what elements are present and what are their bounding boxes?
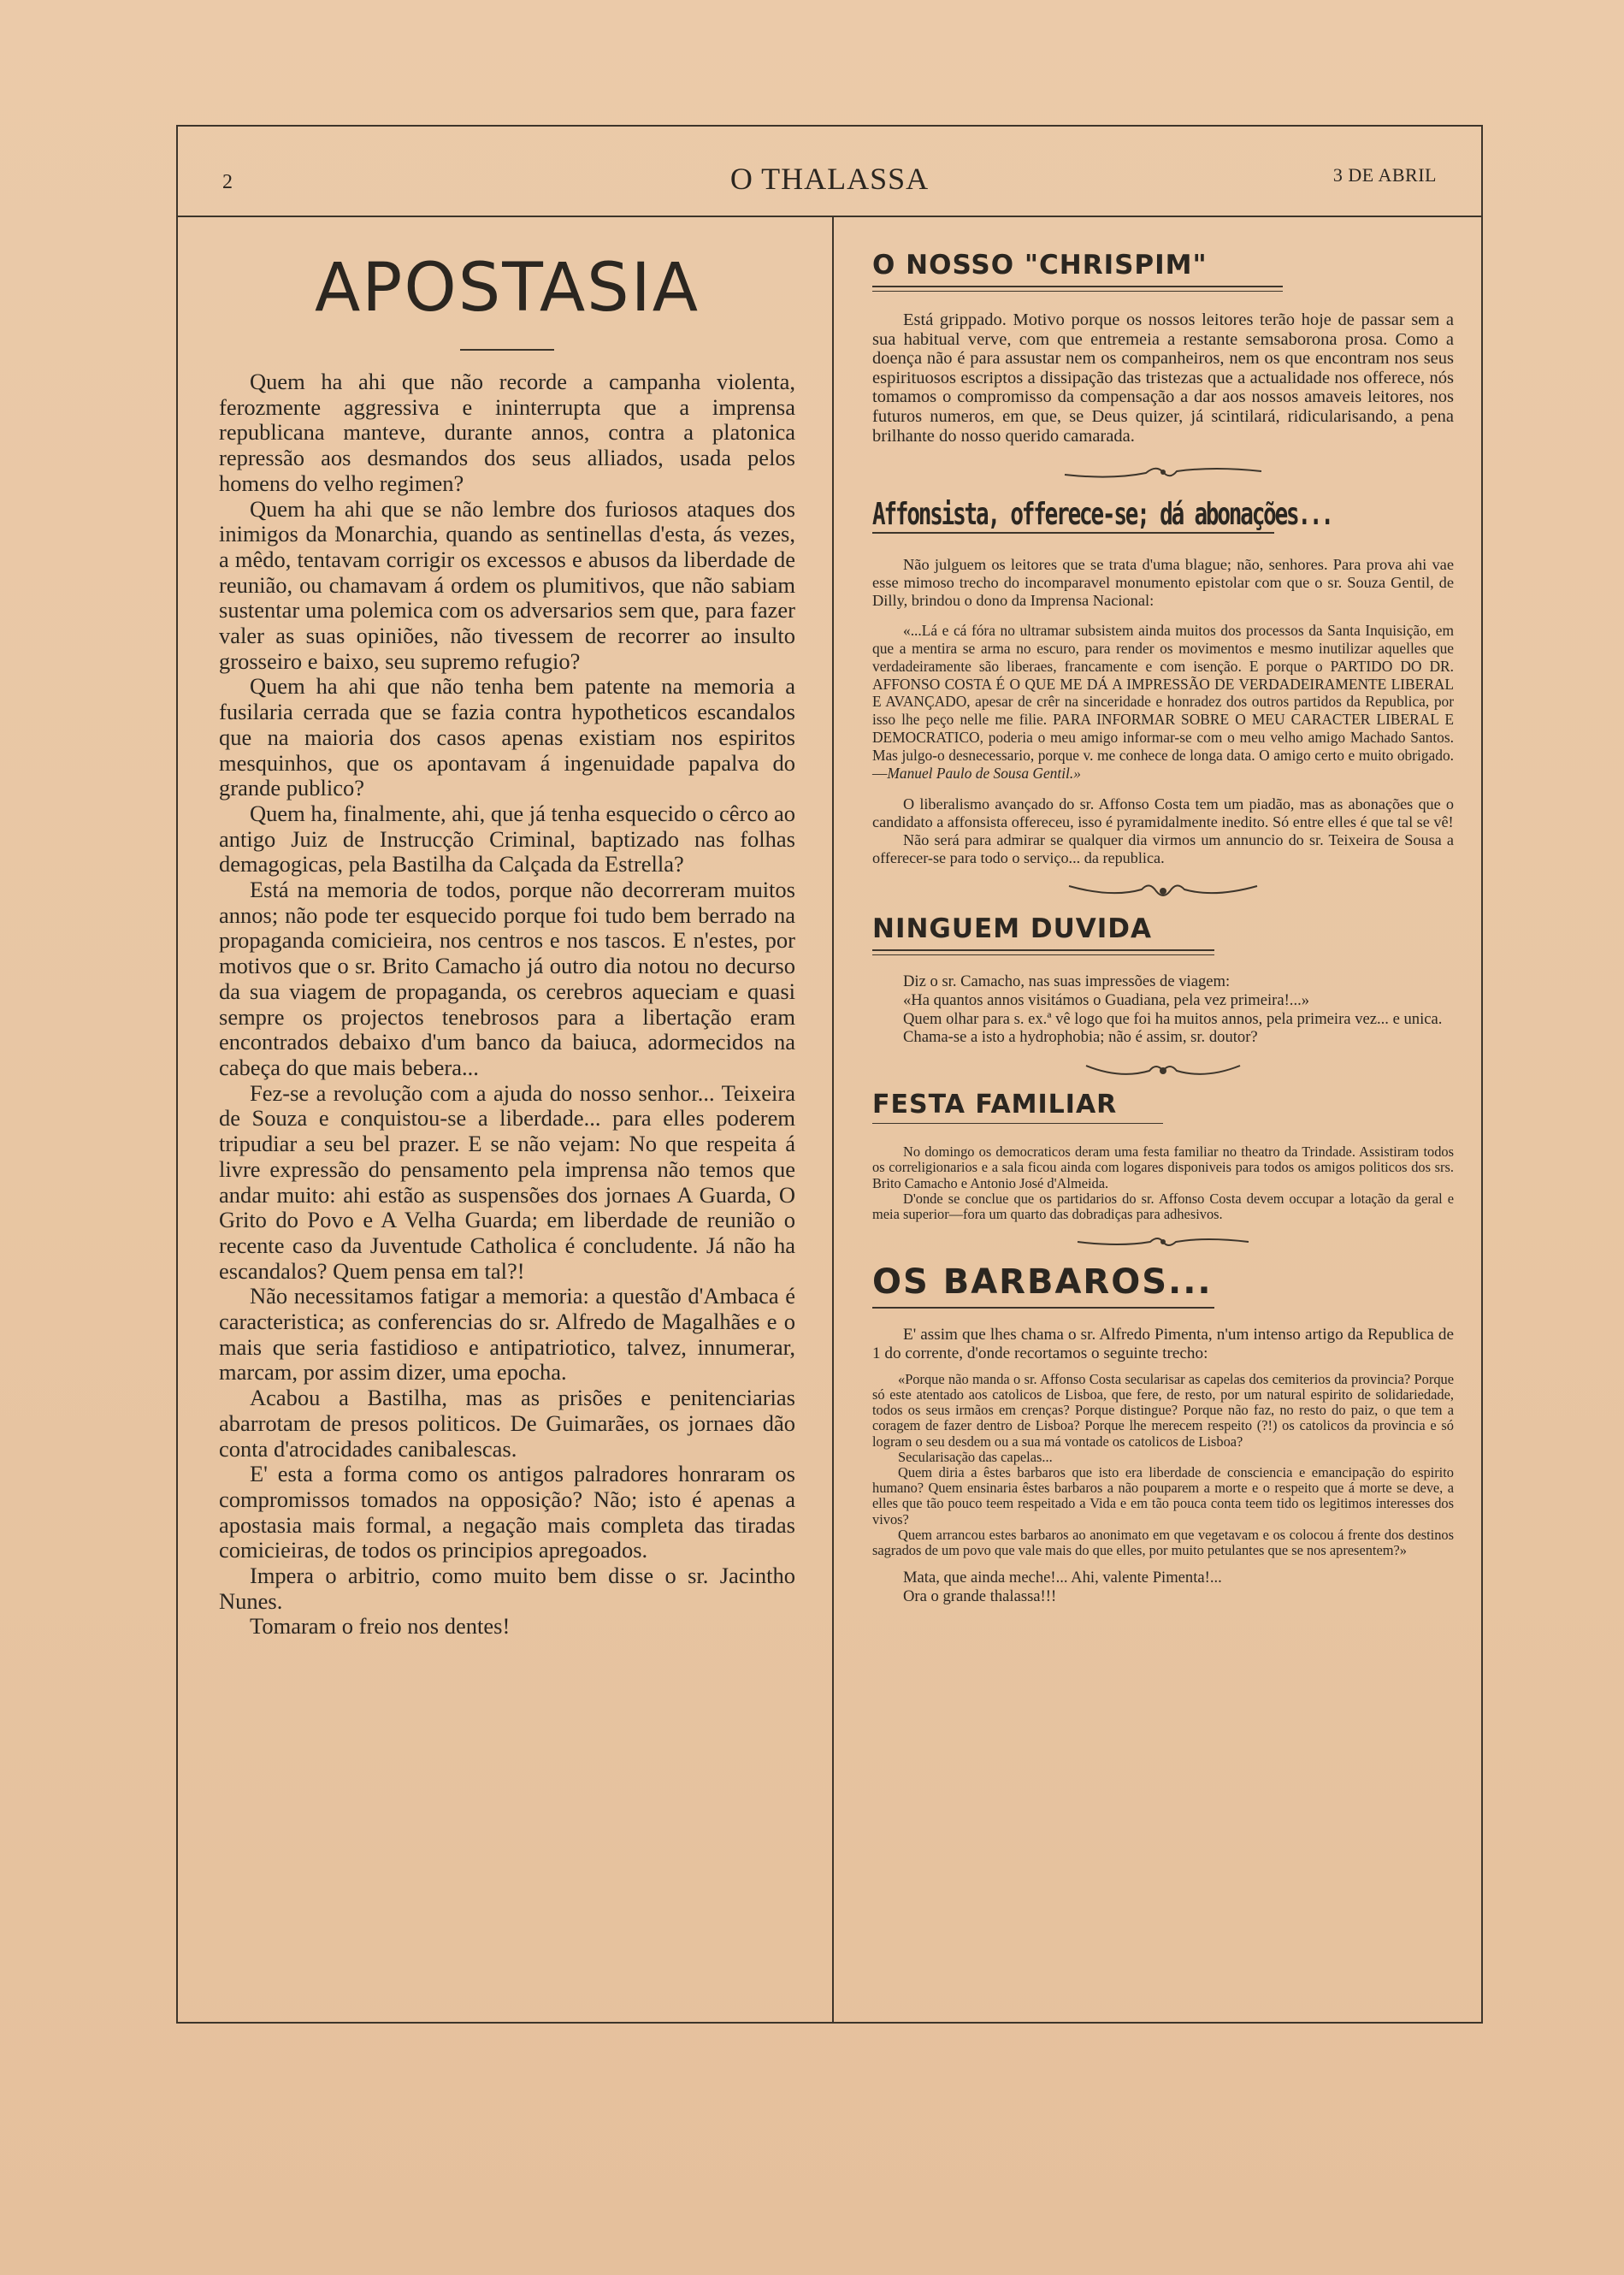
title-rule <box>460 349 554 351</box>
paragraph: Fez-se a revolução com a ajuda do nosso senhor... Teixeira de Souza e conquistou-se a liberdade... para elles poderem tripudiar a seu bel prazer. E se não vejam: No que respeita á livre expressão do pensamento pela imprensa não temos que andar muito: ahi estão as suspensões dos jornaes A Guarda, O Grito do Povo e A Velha Guarda; em liberdade de reunião o recente caso da Juventude Catholica é concludente. Já não ha escandalos? Quem pensa em tal?! <box>219 1079 795 1284</box>
section-title: NINGUEM DUVIDA <box>872 913 1153 945</box>
paragraph: Não julguem os leitores que se trata d'uma blague; não, senhores. Para prova ahi vae esse mimoso trecho do incomparavel monumento epistolar com que o sr. Souza Gentil, de Dilly, brindou o dono da Imprensa Nacional: <box>872 556 1454 610</box>
paragraph: Ora o grande thalassa!!! <box>903 1587 1057 1605</box>
article-festa-familiar <box>872 1090 1454 1223</box>
title-rule <box>872 954 1214 955</box>
quote-paragraph: Quem arrancou estes barbaros ao anonimato em que vegetavam e os colocou á frente dos destinos sagrados de um povo que vale mais do que elles, por muito petulantes que se nos apresentem?» <box>872 1526 1454 1558</box>
article-ninguem-duvida <box>872 913 1454 1046</box>
title-rule <box>872 291 1283 292</box>
article-body <box>219 369 795 1640</box>
page-header <box>178 127 1481 217</box>
paragraph: E' assim que lhes chama o sr. Alfredo Pimenta, n'um intenso artigo da Republica de 1 do corrente, d'onde recortamos o seguinte trecho: <box>872 1325 1454 1362</box>
title-rule <box>872 1123 1163 1124</box>
paragraph: Quem ha ahi que não recorde a campanha violenta, ferozmente aggressiva e ininterrupta que a imprensa republicana manteve, durante annos, contra a platonica repressão aos desmandos dos seus alliados, usada pelos homens do velho regimen? <box>219 369 795 496</box>
right-column <box>872 216 1454 1605</box>
paragraph: Impera o arbitrio, como muito bem disse o sr. Jacintho Nunes. <box>219 1563 795 1614</box>
ornament-divider <box>872 879 1454 905</box>
section-title: OS BARBAROS... <box>872 1262 1213 1302</box>
section-title: Affonsista, offerece-se; dá abonações... <box>872 497 1332 533</box>
ornament-divider <box>872 461 1454 487</box>
paragraph: No domingo os democraticos deram uma festa familiar no theatro da Trindade. Assistiram todos os correligionarios e a sala ficou ainda com logares disponiveis para todos os amigos politicos dos srs. Brito Camacho e Antonio José d'Almeida. <box>872 1143 1454 1191</box>
paragraph: Quem ha, finalmente, ahi, que já tenha esquecido o cêrco ao antigo Juiz de Instrucção Criminal, baptizado nas folhas demagogicas, pela Bastilha da Calçada da Estrella? <box>219 800 795 878</box>
quote-text: «...Lá e cá fóra no ultramar subsistem ainda muitos dos processos da Santa Inquisição, em que a mentira se arma no escuro, para render os movimentos e mesmo inutilizar aquelles que verdadeiramente são liberaes, francamente e com isenção. E porque o PARTIDO DO DR. AFFONSO COSTA É O QUE ME DÁ A IMPRESSÃO DE VERDADEIRAMENTE LIBERAL E AVANÇADO, apesar de crêr na sinceridade e honradez dos outros partidos da Republica, por isso lhe peço nelle me filie. PARA INFORMAR SOBRE O MEU CARACTER LIBERAL E DEMOCRATICO, poderia o meu amigo informar-se com o meu velho amigo Machado Santos. Mas julgo-o desnecessario, porque v. me conhece de longa data. O amigo certo e muito obrigado.— <box>872 622 1454 782</box>
issue-date: 3 DE ABRIL <box>1332 164 1437 186</box>
paragraph: Não necessitamos fatigar a memoria: a questão d'Ambaca é caracteristica; as conferencias do sr. Alfredo de Magalhães e o mais que seria fastidioso e antipatriotico, talvez, innumerar, marcam, por assim dizer, uma epocha. <box>219 1283 795 1386</box>
article-chrispim <box>872 250 1454 446</box>
paragraph: «Ha quantos annos visitámos o Guadiana, pela vez primeira!...» <box>903 990 1310 1009</box>
article-apostasia <box>219 216 795 1640</box>
paragraph: Quem olhar para s. ex.ª vê logo que foi ha muitos annos, pela primeira vez... e unica. <box>903 1009 1443 1028</box>
ornament-divider <box>872 1059 1454 1084</box>
paragraph: Está na memoria de todos, porque não decorreram muitos annos; não pode ter esquecido porque foi tudo bem berrado na propaganda comicieira, nos centros e nos tascos. E n'estes, por motivos que o sr. Brito Camacho já outro dia notou no decurso da sua viagem de propaganda, os cerebros aqueciam e quasi sempre os projectos tenebrosos para a libertação eram encontrados debaixo d'um banco da baiuca, adormecidos na cabeça do que mais bebera... <box>219 877 795 1080</box>
column-divider <box>832 216 834 2022</box>
paragraph: Acabou a Bastilha, mas as prisões e penitenciarias abarrotam de presos politicos. De Guimarães, os jornaes dão conta d'atrocidades canibalescas. <box>219 1385 795 1462</box>
paragraph: Quem ha ahi que não tenha bem patente na memoria a fusilaria cerrada que se fazia contra hypotheticos escandalos que na maioria dos casos apenas existiam nos espiritos mesquinhos, que os apontavam á ingenuidade papalva do grande publico? <box>219 673 795 801</box>
quote-paragraph: Quem diria a êstes barbaros que isto era liberdade de consciencia e emancipação do espirito humano? Quem ensinaria êstes barbaros a não pouparem a morte e o respeito que á morte se deve, a elles que tão pouco teem respeitado a Vida e em tão pouca conta teem tido os legitimos interesses dos vivos? <box>872 1463 1454 1528</box>
quote-paragraph: «Porque não manda o sr. Affonso Costa secularisar as capelas dos cemiterios da provincia? Porque só este atentado aos catolicos de Lisboa, que fere, de resto, por um natural espirito de solidariedade, todos os seus irmãos em crenças? Porque distingue? Porque não faz, no resto do paiz, o que tem a coragem de fazer dentro de Lisboa? Porque lhe merecem respeito (?!) os catolicos da provincia e só logram o seu desdem ou a sua má vontade os catolicos de Lisboa? <box>872 1370 1454 1450</box>
paragraph: Tomaram o freio nos dentes! <box>250 1613 511 1640</box>
paragraph: O liberalismo avançado do sr. Affonso Costa tem um piadão, mas as abonações que o candidato a affonsista offereceu, isso é pyramidalmente inedito. Só entre elles é que tal se vê! <box>872 795 1454 831</box>
paragraph: Não será para admirar se qualquer dia virmos um annuncio do sr. Teixeira de Sousa a offerecer-se para todo o serviço... da republica. <box>872 831 1454 867</box>
article-afonsista <box>872 497 1454 867</box>
paragraph: E' esta a forma como os antigos palradores honraram os compromissos tomados na opposição? Não; isto é apenas a apostasia mais formal, a negação mais completa das tiradas comicieiras, de todos os principios apregoados. <box>219 1461 795 1563</box>
title-rule <box>872 1307 1214 1309</box>
paragraph: Chama-se a isto a hydrophobia; não é assim, sr. doutor? <box>903 1028 1258 1047</box>
page-frame <box>176 125 1483 2024</box>
paragraph: Está grippado. Motivo porque os nossos leitores terão hoje de passar sem a sua habitual verve, com que entremeia a restante semsaborona prosa. Como a doença não é para assustar nem os companheiros, nem os que encontram nos seus espirituosos escriptos a dissipação das tristezas que a actualidade nos offerece, nós tomamos o compromisso da compensação a dar aos nossos amaveis leitores, nos futuros numeros, em que, se Deus quizer, já scintilará, ridicularisando, a pena brilhante do nosso querido camarada. <box>872 310 1454 446</box>
section-title: O NOSSO "CHRISPIM" <box>872 250 1208 281</box>
paragraph: Diz o sr. Camacho, nas suas impressões de viagem: <box>903 972 1231 991</box>
newspaper-title: O THALASSA <box>729 162 930 196</box>
quoted-letter <box>872 622 1454 782</box>
paragraph: D'onde se conclue que os partidarios do sr. Affonso Costa devem occupar a lotação da geral e meia superior—fora um quarto das dobradiças para adhesivos. <box>872 1190 1454 1223</box>
page-number: 2 <box>222 171 233 193</box>
quote-paragraph: Secularisação das capelas... <box>898 1448 1053 1465</box>
title-rule <box>872 286 1283 287</box>
title-rule <box>872 949 1214 951</box>
ornament-divider <box>872 1232 1454 1257</box>
title-rule <box>872 532 1274 534</box>
article-os-barbaros <box>872 1262 1454 1606</box>
section-title: FESTA FAMILIAR <box>872 1089 1118 1120</box>
paragraph: Mata, que ainda meche!... Ahi, valente Pimenta!... <box>903 1569 1222 1587</box>
article-title: APOSTASIA <box>314 250 700 327</box>
paragraph: Quem ha ahi que se não lembre dos furiosos ataques dos inimigos da Monarchia, quando as sentinellas d'esta, ás vezes, a mêdo, tentavam corrigir os excessos e abusos da liberdade de reunião, ou chamavam á ordem os plumitivos, que não sabiam sustentar uma polemica com os adversarios sem que, para fazer valer as suas opiniões, não tivessem de recorrer ao insulto grosseiro e baixo, seu supremo refugio? <box>219 495 795 674</box>
signature: Manuel Paulo de Sousa Gentil.» <box>887 764 1081 782</box>
